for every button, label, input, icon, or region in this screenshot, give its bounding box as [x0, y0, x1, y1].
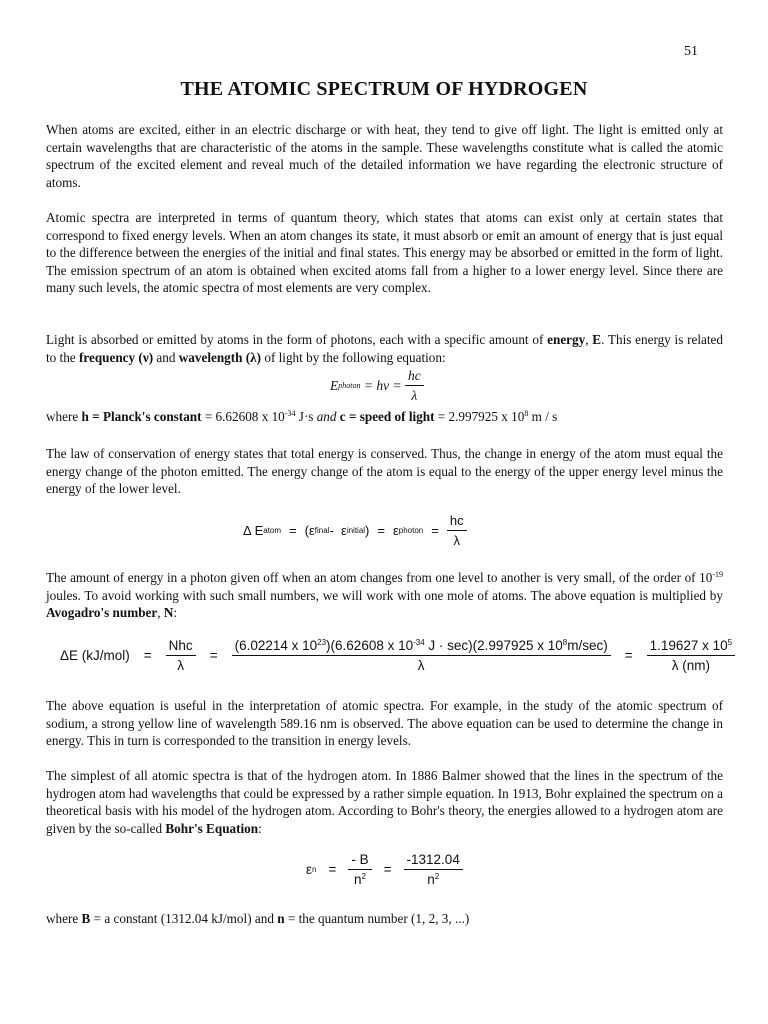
- fraction-minus-b-over-n2: $\frac{- B}{n^2}$: [348, 852, 371, 887]
- paragraph-intro: When atoms are excited, either in an electric discharge or with heat, they tend to give off light. The light is emitted only at certain wavelengths that are characteristic of the atoms in the sample. These wavelengths constitute what is called the atomic spectrum of the excited element and reveal much of the detailed information we have regarding the electronic structure of atoms.: [46, 122, 723, 190]
- paragraph-quantum-theory: Atomic spectra are interpreted in terms of quantum theory, which states that atoms can exist only at certain states that correspond to fixed energy levels. When an atom changes its state, it must absorb or emit an amount of energy that is just equal to the difference between the energies of the initial and final states. This energy may be absorbed or emitted in the form of light. The emission spectrum of an atom is obtained when excited atoms fall from a higher to a lower energy level. Since there are many such levels, the atomic spectra of most elements are very complex.: [46, 210, 723, 296]
- page-number: 51: [684, 44, 698, 59]
- constants-line: where h = Planck's constant = 6.62608 x $10^{-34}$ J·s and c = speed of light = 2.997925 x $10^8$ m / s: [46, 409, 558, 424]
- paragraph-conservation: The law of conservation of energy states that total energy is conserved. Thus, the change in energy of the atom must equal the energy change of the photon emitted. The energy change of the atom is equal to the energy of the upper energy level minus the energy of the lower level.: [46, 446, 723, 497]
- paragraph-avogadro: The amount of energy in a photon given off when an atom changes from one level to another is very small, of the order of $10^{-19}$ joules. To avoid working with such small numbers, we will work with one mole of atoms. The above equation is multiplied by Avogadro's number, N:: [46, 570, 723, 621]
- fraction-nhc-over-lambda: $\frac{\text{Nhc}}{\lambda}$: [166, 638, 196, 673]
- fraction-result: $\frac{1.19627 x 10^5}{\lambda (nm)}$: [647, 638, 736, 673]
- equation-photon-energy: E photon = hν = $\frac{hc}{\lambda}$: [330, 368, 424, 403]
- equation-bohr: ε n = $\frac{- B}{n^2}$ = $\frac{-1312.04}{n^2}$: [306, 852, 463, 887]
- paragraph-photon-energy: Light is absorbed or emitted by atoms in the form of photons, each with a specific amount of energy, E. This energy is related to the frequency (ν) and wavelength (λ) of light by the following equation:: [46, 332, 723, 365]
- fraction-hc-over-lambda: $\frac{hc}{\lambda}$: [405, 368, 424, 403]
- equation-energy-change: Δ E atom = (ε final - ε initial ) = ε photon = $\frac{hc}{\lambda}$: [243, 513, 467, 548]
- fraction-constants-over-lambda: (6.02214 x $10^{23})(6.62608$ x $10^{-34}$ J · sec)(2.997925 x $10^8m/\sec$) λ: [232, 638, 611, 673]
- paragraph-sodium-example: The above equation is useful in the interpretation of atomic spectra. For example, in the study of the atomic spectrum of sodium, a strong yellow line of wavelength 589.16 nm is observed. The above equation can be used to determine the change in energy. This in turn is corresponded to the transition in energy levels.: [46, 698, 723, 749]
- paragraph-hydrogen-bohr: The simplest of all atomic spectra is that of the hydrogen atom. In 1886 Balmer showed that the lines in the spectrum of the hydrogen atom had wavelengths that could be expressed by a rather simple equation. In 1913, Bohr explained the spectrum on a theoretical basis with his model of the hydrogen atom. According to Bohr's theory, the energies allowed to a hydrogen atom are given by the so-called Bohr's Equation:: [46, 768, 723, 836]
- page-title: THE ATOMIC SPECTRUM OF HYDROGEN: [180, 78, 588, 100]
- fraction-constant-over-n2: $\frac{-1312.04}{n^2}$: [404, 852, 463, 887]
- fraction-hc-over-lambda-2: $\frac{hc}{\lambda}$: [447, 513, 467, 548]
- bohr-definitions-line: where B = a constant (1312.04 kJ/mol) and n = the quantum number (1, 2, 3, ...): [46, 911, 470, 926]
- equation-molar-energy: ΔE (kJ/mol) = $\frac{\text{Nhc}}{\lambda}$ = (6.02214 x $10^{23})(6.62608$ x $10^{-34}$ J · sec)(2.997925 x $10^8m/\sec$) λ = $\frac{1.19627 x 10^5}{\lambda (nm)}$: [60, 638, 735, 673]
